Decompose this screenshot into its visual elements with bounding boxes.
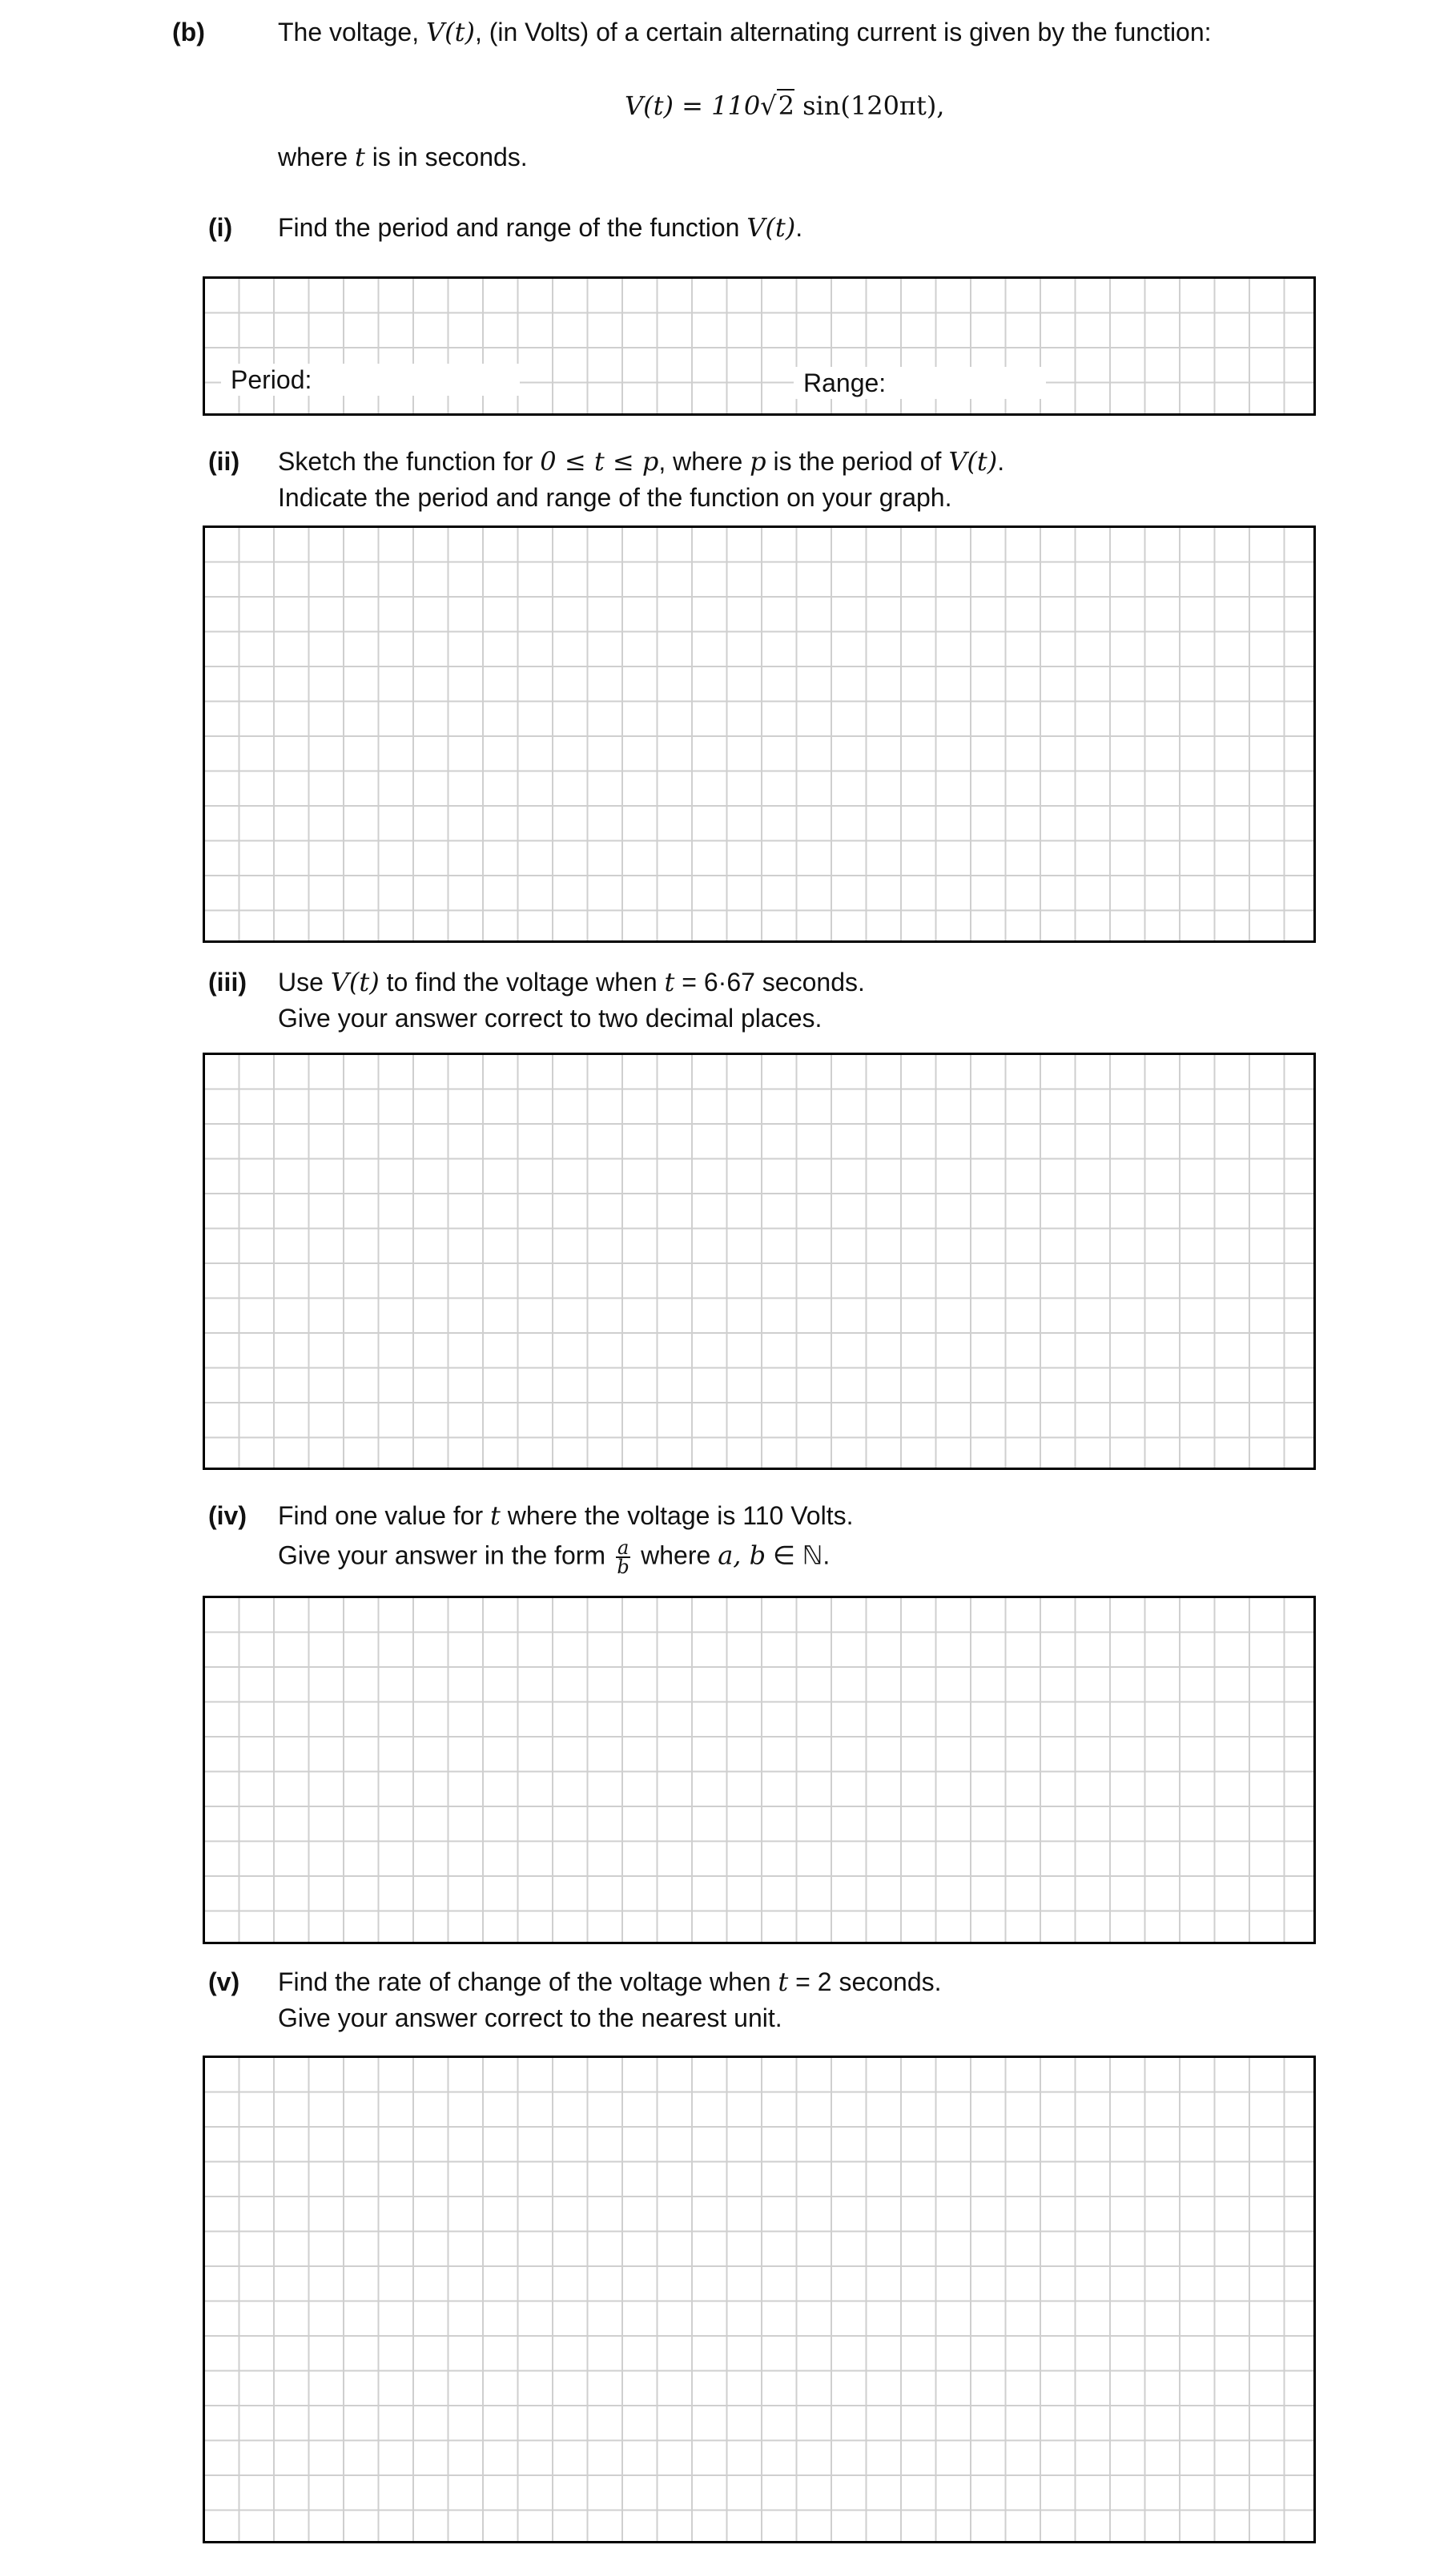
text: . xyxy=(795,213,803,242)
question-text xyxy=(278,1500,853,1532)
question-label: (iv) xyxy=(208,1501,247,1530)
question-text xyxy=(278,966,865,998)
sqrt-sign: √ xyxy=(760,91,777,121)
math: p xyxy=(750,446,766,477)
formula-lhs: V(t) = 110 xyxy=(625,91,761,121)
text: where xyxy=(278,143,356,171)
question-text xyxy=(278,1536,831,1578)
text: , (in Volts) of a certain alternating current is given by the function: xyxy=(474,18,1212,46)
math: V(t) xyxy=(948,446,998,477)
numerator: a xyxy=(617,1536,629,1559)
question-text xyxy=(278,445,1004,477)
question-label: (iii) xyxy=(208,968,247,997)
question-text: Give your answer correct to the nearest unit. xyxy=(278,2003,782,2032)
math: t xyxy=(355,142,365,172)
text: Find the period and range of the function xyxy=(278,213,747,242)
text: = 2 seconds. xyxy=(788,1967,942,1996)
text: = 6·67 seconds. xyxy=(674,968,865,997)
question-text: Give your answer correct to two decimal places. xyxy=(278,1004,823,1033)
intro-text xyxy=(278,16,1212,48)
period-label: Period: xyxy=(221,364,520,396)
answer-box-iii[interactable] xyxy=(203,1053,1316,1470)
fraction xyxy=(616,1536,630,1578)
part-label: (b) xyxy=(172,18,205,46)
voltage-formula xyxy=(625,90,944,122)
question-label: (v) xyxy=(208,1967,240,1996)
answer-box-i[interactable] xyxy=(203,276,1316,416)
text: Find one value for xyxy=(278,1501,491,1530)
text: where xyxy=(633,1540,718,1570)
question-text xyxy=(278,211,802,244)
math: V(t) xyxy=(426,17,475,47)
formula-rhs: sin(120πt), xyxy=(794,91,945,121)
text: is the period of xyxy=(766,447,949,476)
math: a, b xyxy=(718,1540,766,1571)
text: Find the rate of change of the voltage when xyxy=(278,1967,778,1996)
text: ∈ ℕ. xyxy=(766,1540,831,1570)
math: 0 ≤ t ≤ p xyxy=(540,446,659,477)
text: Use xyxy=(278,968,331,997)
where-text xyxy=(278,141,528,173)
range-label: Range: xyxy=(794,367,1046,399)
answer-box-v[interactable] xyxy=(203,2056,1316,2543)
text: to find the voltage when xyxy=(379,968,665,997)
text: Sketch the function for xyxy=(278,447,541,476)
text: where the voltage is 110 Volts. xyxy=(500,1501,854,1530)
radicand: 2 xyxy=(778,91,794,121)
math: t xyxy=(778,1967,789,1997)
text: . xyxy=(997,447,1005,476)
answer-box-ii[interactable] xyxy=(203,525,1316,943)
text: The voltage, xyxy=(278,18,426,46)
question-label: (i) xyxy=(208,213,233,242)
text: , where xyxy=(658,447,750,476)
denominator: b xyxy=(617,1556,629,1578)
math: V(t) xyxy=(746,212,796,243)
question-text: Indicate the period and range of the function on your graph. xyxy=(278,483,952,512)
math: V(t) xyxy=(330,967,380,997)
math: t xyxy=(490,1500,501,1531)
text: is in seconds. xyxy=(364,143,528,171)
text: Give your answer in the form xyxy=(278,1540,613,1570)
question-label: (ii) xyxy=(208,447,240,476)
answer-box-iv[interactable] xyxy=(203,1596,1316,1944)
math: t xyxy=(664,967,675,997)
question-text xyxy=(278,1966,942,1998)
